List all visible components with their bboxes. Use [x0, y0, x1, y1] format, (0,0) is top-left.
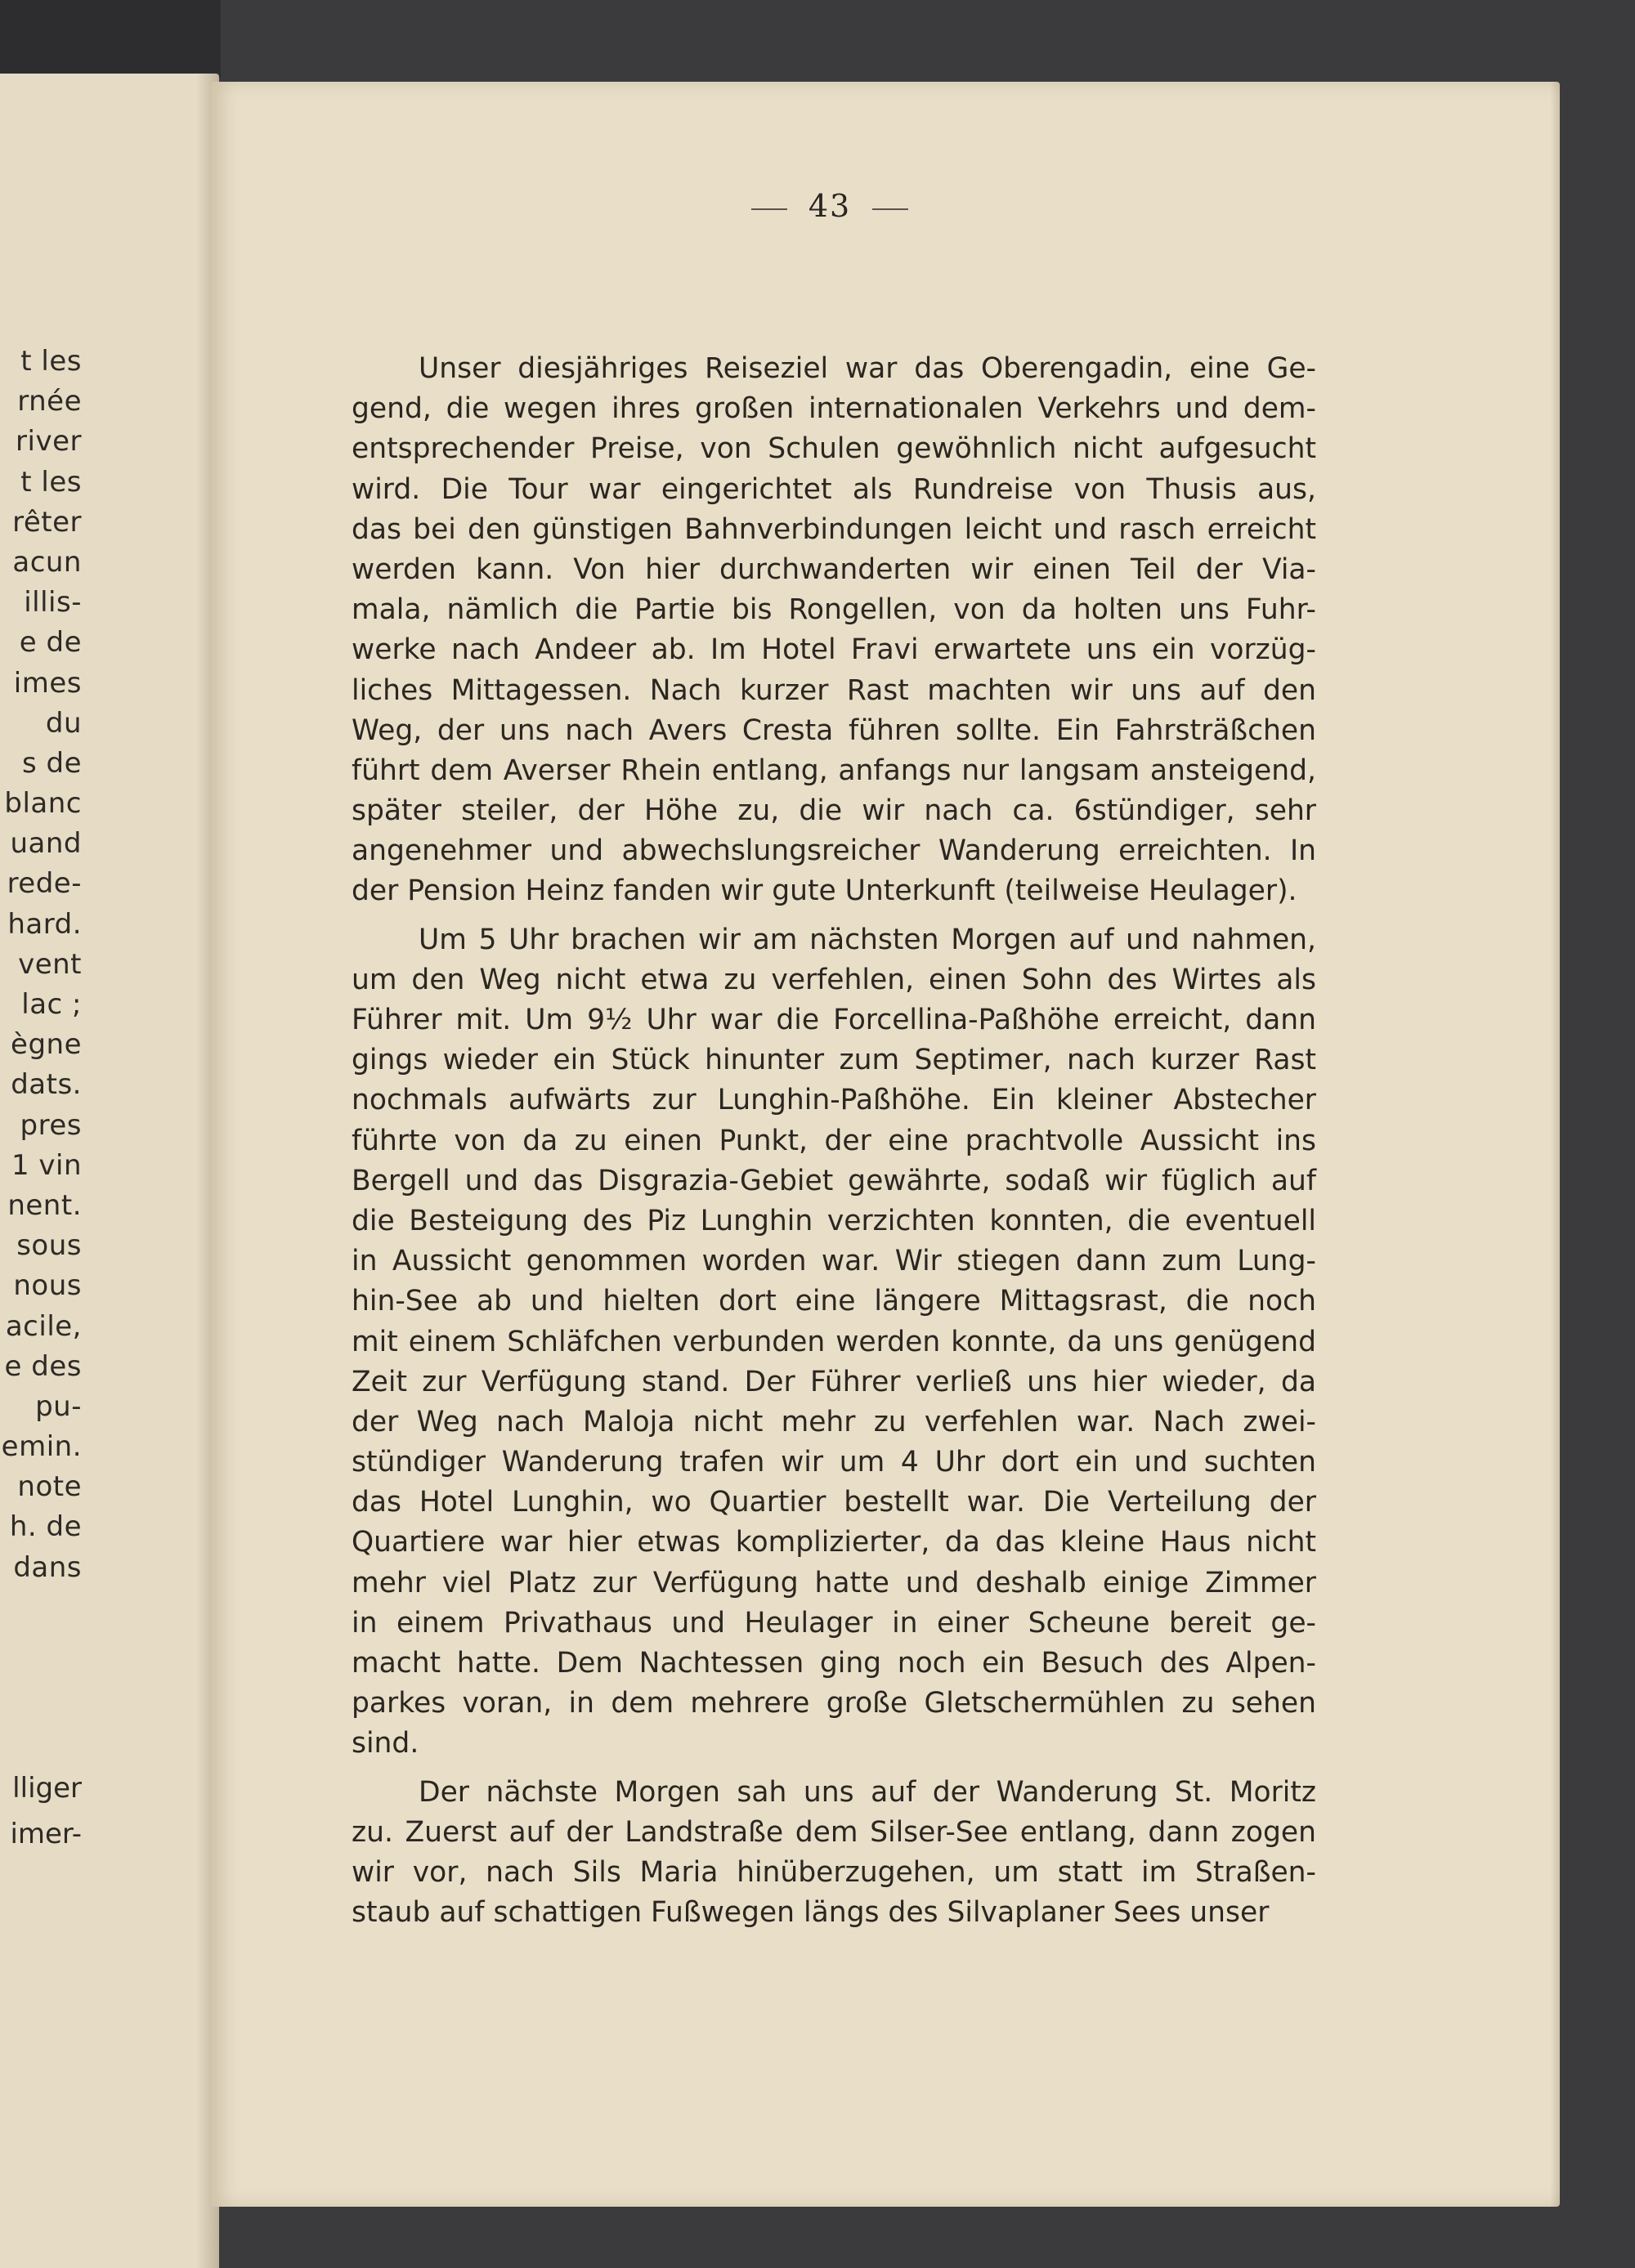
left-page-line: imes: [13, 666, 82, 700]
text-line: Zeit zur Verfügung stand. Der Führer verließ uns hier wieder, da: [352, 1365, 1316, 1398]
left-page-line: acile,: [5, 1309, 82, 1343]
left-page-line: hard.: [7, 907, 82, 941]
left-page-line: uand: [10, 827, 82, 861]
left-page-line: rnée: [17, 385, 82, 418]
left-page-line: vent: [18, 947, 82, 981]
text-line: Bergell und das Disgrazia-Gebiet gewährte, sodaß wir füglich auf: [352, 1164, 1316, 1197]
text-line: um den Weg nicht etwa zu verfehlen, einen Sohn des Wirtes als: [352, 963, 1316, 996]
text-line: werke nach Andeer ab. Im Hotel Fravi erwartete uns ein vorzüg-: [352, 633, 1316, 667]
left-page-line: river: [16, 425, 82, 459]
left-page-line: ègne: [11, 1028, 82, 1062]
text-line: der Pension Heinz fanden wir gute Unterkunft (teilweise Heulager).: [352, 875, 1297, 908]
left-page-line: blanc: [4, 787, 82, 821]
text-line: nochmals aufwärts zur Lunghin-Paßhöhe. Ein kleiner Abstecher: [352, 1084, 1316, 1117]
left-page-line: nous: [13, 1269, 82, 1303]
left-page-line: lac ;: [21, 988, 82, 1021]
text-line: wird. Die Tour war eingerichtet als Rundreise von Thusis aus,: [352, 472, 1316, 506]
text-line: Quartiere war hier etwas komplizierter, da das kleine Haus nicht: [352, 1526, 1316, 1559]
left-page-line: dats.: [11, 1068, 82, 1102]
text-line: Weg, der uns nach Avers Cresta führen sollte. Ein Fahrsträßchen: [352, 714, 1316, 747]
left-page-line: illis-: [24, 586, 82, 620]
text-line: macht hatte. Dem Nachtessen ging noch ein Besuch des Alpen-: [352, 1647, 1316, 1680]
text-line: führte von da zu einen Punkt, der eine prachtvolle Aussicht ins: [352, 1124, 1316, 1157]
text-line: der Weg nach Maloja nicht mehr zu verfehlen war. Nach zwei-: [352, 1405, 1316, 1438]
text-line: stündiger Wanderung trafen wir um 4 Uhr dort ein und suchten: [352, 1446, 1316, 1479]
text-line: entsprechender Preise, von Schulen gewöhnlich nicht aufgesucht: [352, 432, 1316, 466]
text-line: das bei den günstigen Bahnverbindungen leicht und rasch erreicht: [352, 512, 1316, 546]
text-line: Der nächste Morgen sah uns auf der Wanderung St. Moritz: [419, 1775, 1316, 1809]
text-line: Unser diesjähriges Reiseziel war das Oberengadin, eine Ge-: [419, 352, 1316, 385]
paragraph-gap: [352, 1765, 1316, 1773]
text-line: liches Mittagessen. Nach kurzer Rast machten wir uns auf den: [352, 673, 1316, 707]
text-line: in einem Privathaus und Heulager in einer Scheune bereit ge-: [352, 1606, 1316, 1639]
text-line: das Hotel Lunghin, wo Quartier bestellt war. Die Verteilung der: [352, 1486, 1316, 1519]
text-line: hin-See ab und hielten dort eine längere Mittagsrast, die noch: [352, 1285, 1316, 1318]
text-line: gings wieder ein Stück hinunter zum Septimer, nach kurzer Rast: [352, 1044, 1316, 1077]
text-line: die Besteigung des Piz Lunghin verzichten konnten, die eventuell: [352, 1204, 1316, 1237]
left-page-line: rêter: [12, 505, 82, 539]
left-page-line: sous: [16, 1229, 82, 1263]
left-page-line: 1 vin: [11, 1148, 82, 1182]
text-line: angenehmer und abwechslungsreicher Wanderung erreichten. In: [352, 834, 1316, 868]
text-line: wir vor, nach Sils Maria hinüberzugehen, um statt im Straßen-: [352, 1855, 1316, 1889]
left-page-line: s de: [21, 746, 82, 780]
text-line: werden kann. Von hier durchwanderten wir einen Teil der Via-: [352, 552, 1316, 586]
left-page-line: du: [45, 706, 82, 740]
text-line: mit einem Schläfchen verbunden werden konnte, da uns genügend: [352, 1325, 1316, 1358]
left-page-line: e de: [19, 626, 82, 660]
text-line: zu. Zuerst auf der Landstraße dem Silser-See entlang, dann zogen: [352, 1815, 1316, 1849]
left-page-line: acun: [12, 545, 82, 579]
left-page-line: note: [17, 1470, 82, 1504]
text-line: führt dem Averser Rhein entlang, anfangs nur langsam ansteigend,: [352, 754, 1316, 787]
left-page-line: e des: [4, 1349, 82, 1383]
left-page-line: emin.: [1, 1430, 82, 1464]
text-line: parkes voran, in dem mehrere große Gletschermühlen zu sehen: [352, 1687, 1316, 1720]
text-line: Um 5 Uhr brachen wir am nächsten Morgen auf und nahmen,: [419, 923, 1316, 956]
left-page-line: rede-: [7, 867, 82, 901]
left-page-line: lliger: [12, 1772, 82, 1805]
left-page-line: pres: [20, 1108, 82, 1142]
left-page-text-bottom: [0, 1765, 82, 1857]
text-line: gend, die wegen ihres großen internationalen Verkehrs und dem-: [352, 392, 1316, 426]
page-number-value: 43: [808, 188, 852, 224]
left-page-line: t les: [20, 465, 82, 499]
page-number-dash-right: [872, 208, 908, 210]
text-line: später steiler, der Höhe zu, die wir nach ca. 6stündiger, sehr: [352, 794, 1316, 828]
text-line: Führer mit. Um 9½ Uhr war die Forcellina-Paßhöhe erreicht, dann: [352, 1004, 1316, 1036]
text-line: mala, nämlich die Partie bis Rongellen, von da holten uns Fuhr-: [352, 593, 1316, 627]
page-edge: [1550, 82, 1560, 2207]
left-page-line: imer-: [10, 1818, 82, 1850]
page-number-dash-left: [751, 208, 787, 210]
book-binding: [0, 0, 221, 78]
text-line: in Aussicht genommen worden war. Wir stiegen dann zum Lung-: [352, 1245, 1316, 1278]
page-number: [715, 188, 944, 224]
left-page-line: t les: [20, 345, 82, 378]
text-line: mehr viel Platz zur Verfügung hatte und deshalb einige Zimmer: [352, 1566, 1316, 1599]
left-page-text: [0, 342, 82, 1588]
left-page-line: nent.: [7, 1188, 82, 1222]
left-page-line: pu-: [35, 1389, 82, 1423]
text-line: staub auf schattigen Fußwegen längs des Silvaplaner Sees unser: [352, 1896, 1270, 1930]
body-text: [352, 349, 1316, 1933]
text-line: sind.: [352, 1727, 419, 1760]
left-page-line: dans: [13, 1550, 82, 1584]
left-page-line: h. de: [9, 1510, 82, 1544]
paragraph-gap: [352, 912, 1316, 920]
